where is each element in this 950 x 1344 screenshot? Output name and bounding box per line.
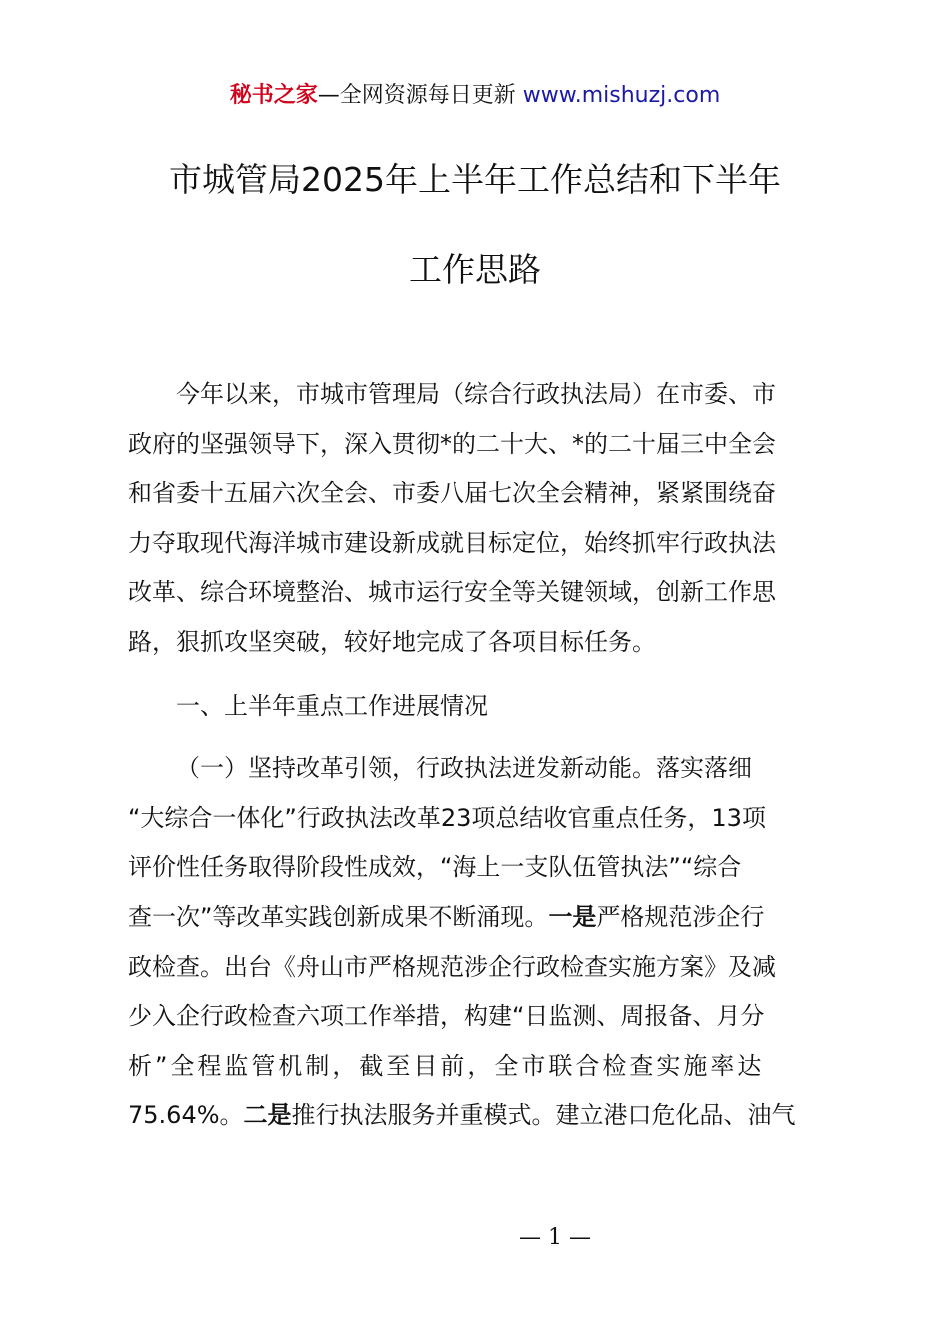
intro-paragraph-line: 政府的坚强领导下，深入贯彻*的二十大、*的二十届三中全会 <box>128 429 776 458</box>
emphasis-first: 一是 <box>548 902 597 931</box>
paragraph-line <box>128 1091 830 1141</box>
paragraph-line: 析”全程监管机制，截至目前，全市联合检查实施率达 <box>128 1051 765 1080</box>
brand-name: 秘书之家 <box>229 83 318 108</box>
section-heading: 一、上半年重点工作进展情况 <box>176 691 488 720</box>
paragraph-line: “大综合一体化”行政执法改革23项总结收官重点任务，13项 <box>128 803 766 832</box>
intro-paragraph-line: 和省委十五届六次全会、市委八届七次全会精神，紧紧围绕奋 <box>128 479 776 508</box>
intro-paragraph-line: 改革、综合环境整治、城市运行安全等关键领域，创新工作思 <box>128 578 776 607</box>
emphasis-second: 二是 <box>243 1101 292 1130</box>
banner-slogan: —全网资源每日更新 <box>317 83 523 108</box>
paragraph-line <box>128 893 830 943</box>
text-segment: 推行执法服务并重模式。建立港口危化品、油气 <box>291 1101 796 1130</box>
intro-paragraph-line: 今年以来，市城市管理局（综合行政执法局）在市委、市 <box>176 380 776 408</box>
site-banner <box>0 80 950 112</box>
document-title-line-2: 工作思路 <box>409 250 541 289</box>
banner-website: www.mishuzj.com <box>522 83 721 108</box>
page-number: — 1 — <box>519 1225 591 1250</box>
paragraph-line: （一）坚持改革引领，行政执法迸发新动能。落实落细 <box>176 754 752 783</box>
text-segment: 严格规范涉企行 <box>596 902 765 931</box>
paragraph-line: 少入企行政检查六项工作举措，构建“日监测、周报备、月分 <box>128 1002 765 1031</box>
paragraph-line: 政检查。出台《舟山市严格规范涉企行政检查实施方案》及减 <box>128 952 776 981</box>
intro-paragraph-line: 路，狠抓攻坚突破，较好地完成了各项目标任务。 <box>128 627 656 656</box>
intro-paragraph-line: 力夺取现代海洋城市建设新成就目标定位，始终抓牢行政执法 <box>128 528 776 557</box>
paragraph-line: 评价性任务取得阶段性成效，“海上一支队伍管执法”“综合 <box>128 853 742 882</box>
document-body <box>128 370 830 1141</box>
text-segment: 查一次”等改革实践创新成果不断涌现。 <box>128 902 549 931</box>
document-title-line-1: 市城管局2025年上半年工作总结和下半年 <box>169 160 781 199</box>
text-segment: 75.64%。 <box>128 1101 244 1130</box>
